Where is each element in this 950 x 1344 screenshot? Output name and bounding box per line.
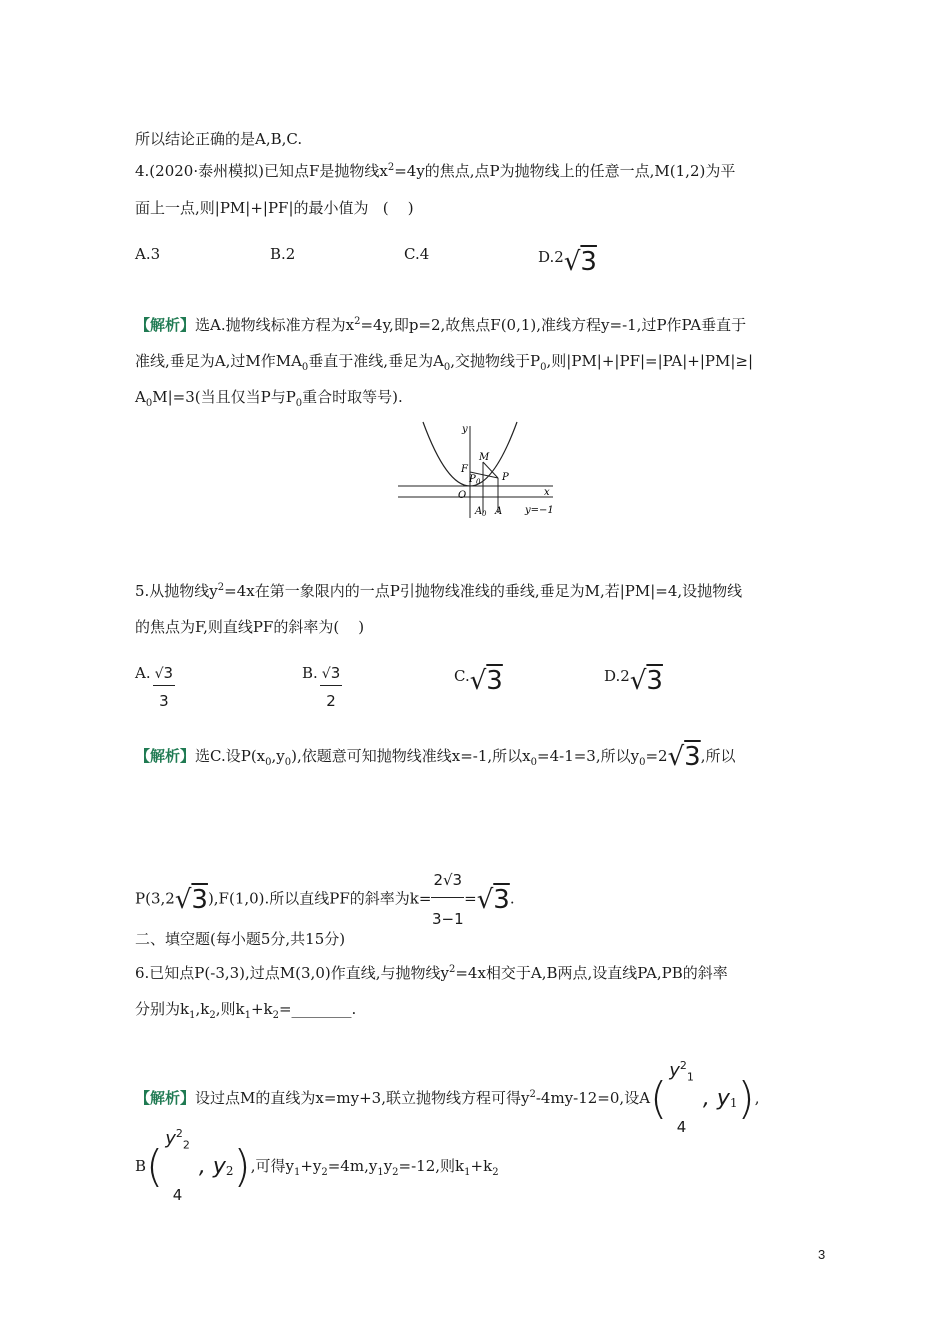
- solution-tag: 【解析】: [135, 316, 196, 334]
- parabola-figure: [395, 420, 565, 520]
- section-heading: 二、填空题(每小题5分,共15分): [135, 930, 346, 948]
- question-5: 5.从抛物线$y^2=4x$在第一象限内的一点P引抛物线准线的垂线,垂足为M,若|PM|=4,设抛物线: [135, 582, 743, 600]
- label-f: F: [461, 464, 468, 475]
- svg-text:0: 0: [482, 510, 487, 518]
- label-p: P: [502, 472, 509, 483]
- text-line: 所以结论正确的是A,B,C.: [135, 130, 303, 148]
- option-b: B. $\frac{√3}{2}$: [302, 664, 341, 710]
- option-d: D.2√3: [538, 247, 597, 277]
- question-5-cont: 的焦点为F,则直线PF的斜率为( ): [135, 618, 365, 636]
- solution-4-end: $A_0M|=3$(当且仅当P与$P_0$重合时取等号).: [135, 388, 403, 409]
- solution-tag: 【解析】: [135, 1089, 196, 1107]
- directrix-label: y=−1: [525, 505, 554, 516]
- label-a: A: [495, 506, 503, 517]
- question-6: 6.已知点P(-3,3),过点M(3,0)作直线,与抛物线$y^2=4x$相交于A,B两点,设直线PA,PB的斜率: [135, 964, 728, 982]
- option-b: B.2: [270, 245, 296, 263]
- solution-5-cont: P(3,2√3),F(1,0).所以直线PF的斜率为k= $\frac{2√3}{3-1}$ =√3.: [135, 863, 515, 936]
- label-m: M: [479, 452, 490, 463]
- option-a: A.3: [135, 245, 161, 263]
- option-d: D.2√3: [604, 666, 663, 696]
- svg-text:0: 0: [476, 478, 481, 486]
- question-4: 4.(2020·泰州模拟)已知点F是抛物线$x^2=4y$的焦点,点P为抛物线上的任意一点,M(1,2)为平: [135, 162, 736, 180]
- question-4-cont: 面上一点,则|PM|+|PF|的最小值为 ( ): [135, 199, 414, 217]
- y-axis-label: y: [462, 424, 468, 435]
- label-p0: P: [469, 474, 476, 485]
- question-6-cont: 分别为$k_1,k_2$,则$k_1+k_2=\_\_\_\_\_\_\_\_$.: [135, 1000, 357, 1021]
- solution-4: 【解析】选A.抛物线标准方程为$x^2=4y$,即p=2,故焦点F(0,1),准线方程y=-1,过P作PA垂直于: [135, 316, 747, 334]
- solution-5: 【解析】选C.设$P(x_0,y_0)$,依题意可知抛物线准线x=-1,所以$x_0=4-1=3$,所以$y_0=2√3$,所以: [135, 742, 736, 772]
- option-a: A. $\frac{√3}{3}$: [135, 664, 174, 710]
- x-axis-label: x: [544, 487, 550, 498]
- solution-4-cont: 准线,垂足为A,过M作$MA_0$垂直于准线,垂足为$A_0$,交抛物线于$P_0$,则|PM|+|PF|=|PA|+|PM|≥|: [135, 352, 754, 373]
- option-c: C.4: [404, 245, 430, 263]
- label-a0: A: [475, 506, 483, 517]
- option-c: C.√3: [454, 666, 503, 696]
- page-number: 3: [818, 1247, 826, 1262]
- solution-6-cont: B( $y^2_2$ 4 , $y_2$),可得$y_1+y_2=4m,y_1y_2=-12$,则$k_1+k_2$: [135, 1127, 499, 1204]
- solution-tag: 【解析】: [135, 747, 196, 765]
- origin-label: O: [458, 490, 467, 501]
- solution-6: 【解析】设过点M的直线为x=my+3,联立抛物线方程可得$y^2-4my-12=0$,设A( $y^2_1$ 4 , $y_1$),: [135, 1059, 760, 1136]
